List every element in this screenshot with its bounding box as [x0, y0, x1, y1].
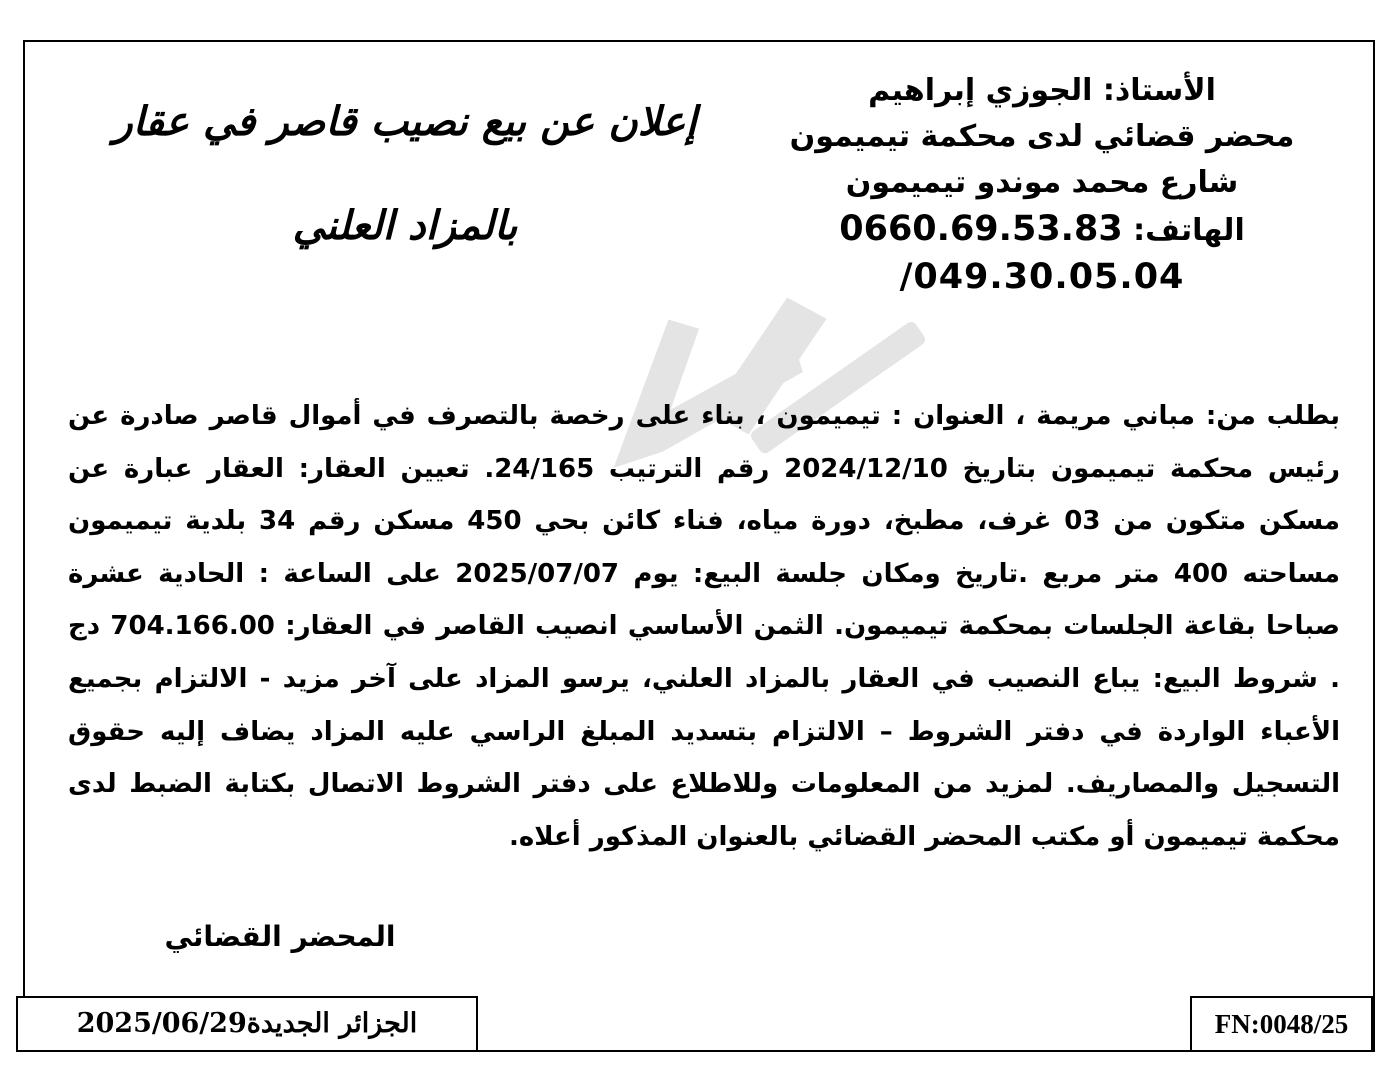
phone-number-1: 0660.69.53.83 — [839, 209, 1123, 249]
fn-reference-box: FN:0048/25 — [1190, 996, 1373, 1052]
signature: المحضر القضائي — [164, 920, 396, 953]
bailiff-title: محضر قضائي لدى محكمة تيميمون — [789, 119, 1295, 154]
title-line-2: بالمزاد العلني — [292, 203, 518, 249]
title-line-1: إعلان عن بيع نصيب قاصر في عقار — [113, 99, 697, 145]
bailiff-header — [762, 68, 1322, 300]
publication-box: الجزائر الجديدة2025/06/29 — [16, 996, 478, 1052]
phone-number-2: /049.30.05.04 — [899, 257, 1185, 297]
notice-body — [68, 390, 1340, 863]
notice-title — [40, 70, 770, 278]
bailiff-name: الأستاذ: الجوزي إبراهيم — [868, 73, 1216, 108]
notice-body-text: بطلب من: مباني مريمة ، العنوان : تيميمون ، بناء على رخصة بالتصرف في أموال قاصر صادرة عن رئيس محكمة تيميمون بتاريخ 2024/12/10 رقم الترتيب 24/165. تعيين العقار: العقار عبارة عن مسكن متكون من 03 غرف، مطبخ، دورة مياه، فناء كائن بحي 450 مسكن رقم 34 بلدية تيميمون مساحته 400 متر مربع .تاريخ ومكان جلسة البيع: يوم 2025/07/07 على الساعة : الحادية عشرة صباحا بقاعة الجلسات بمحكمة تيميمون. الثمن الأساسي انصيب القاصر في العقار: 704.166.00 دج . شروط البيع: يباع النصيب في العقار بالمزاد العلني، يرسو المزاد على آخر مزيد - الالتزام بجميع الأعباء الواردة في دفتر الشروط – الالتزام بتسديد المبلغ الراسي عليه المزاد يضاف إليه حقوق التسجيل والمصاريف. لمزيد من المعلومات وللاطلاع على دفتر الشروط الاتصال بكتابة الضبط لدى محكمة تيميمون أو مكتب المحضر القضائي بالعنوان المذكور أعلاه. — [68, 401, 1340, 852]
phone-label: الهاتف: — [1122, 213, 1245, 248]
bailiff-address: شارع محمد موندو تيميمون — [845, 165, 1239, 200]
bailiff-phone — [762, 206, 1322, 254]
